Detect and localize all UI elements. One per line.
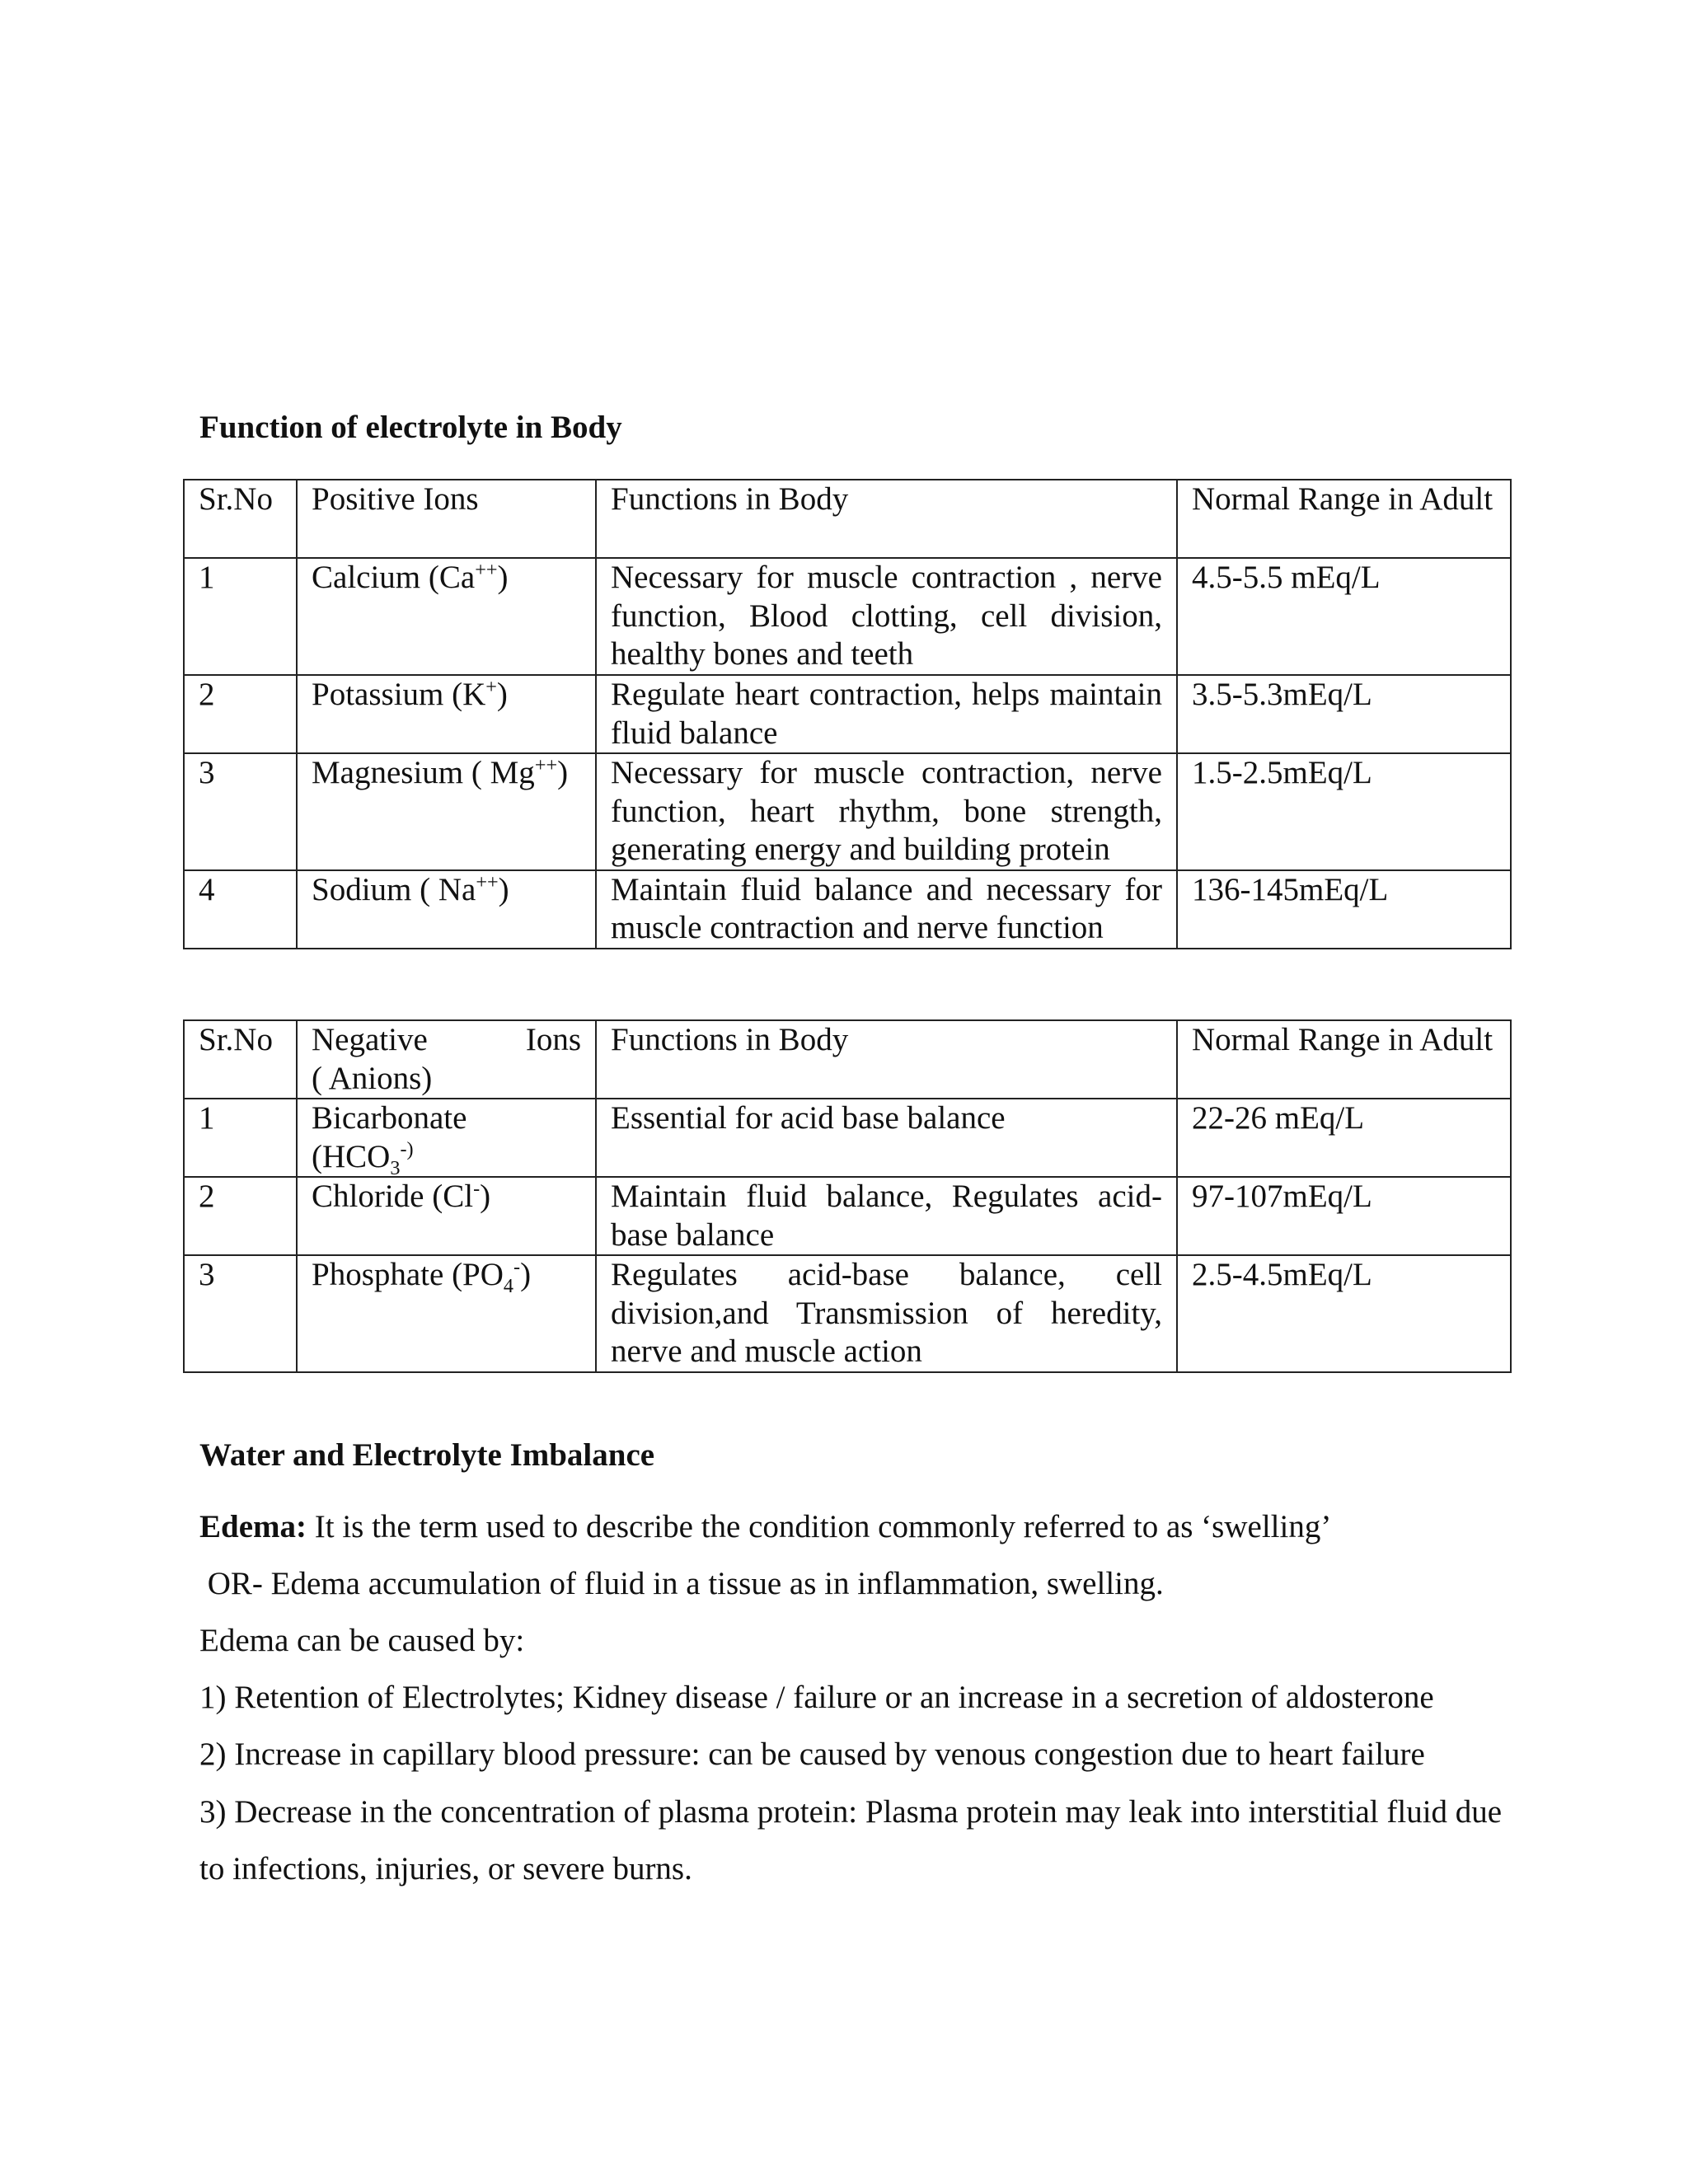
cell-range: 2.5-4.5mEq/L — [1177, 1255, 1511, 1372]
cell-srno: 3 — [184, 753, 297, 870]
table-row — [184, 558, 1511, 675]
table-row — [184, 753, 1511, 870]
edema-definition: Edema: It is the term used to describe the condition commonly referred to as ‘swelling’ — [199, 1509, 1332, 1544]
positive-ions-table — [183, 479, 1512, 949]
cell-srno: 4 — [184, 870, 297, 949]
cell-range: 1.5-2.5mEq/L — [1177, 753, 1511, 870]
cell-range: 3.5-5.3mEq/L — [1177, 675, 1511, 753]
cell-functions: Necessary for muscle contraction , nerve function, Blood clotting, cell division, healthy bones and teeth — [596, 558, 1177, 675]
table-row — [184, 870, 1511, 949]
cell-srno: 1 — [184, 1099, 297, 1177]
cell-range: 136-145mEq/L — [1177, 870, 1511, 949]
cell-ion: Sodium ( Na++) — [297, 870, 596, 949]
table-row — [184, 1255, 1511, 1372]
cell-functions: Essential for acid base balance — [596, 1099, 1177, 1177]
section-title-electrolyte-function: Function of electrolyte in Body — [199, 410, 622, 445]
edema-caused-by: Edema can be caused by: — [199, 1623, 525, 1658]
table-header-row — [184, 480, 1511, 558]
cell-functions: Necessary for muscle contraction, nerve function, heart rhythm, bone strength, generating energy and building protein — [596, 753, 1177, 870]
cell-functions: Regulates acid-base balance, cell division,and Transmission of heredity, nerve and muscle action — [596, 1255, 1177, 1372]
cause-item: 2) Increase in capillary blood pressure: can be caused by venous congestion due to heart failure — [199, 1736, 1425, 1772]
header-negative-ions: Negative Ions ( Anions) — [297, 1020, 596, 1099]
cell-ion: Potassium (K+) — [297, 675, 596, 753]
cell-srno: 2 — [184, 675, 297, 753]
cell-ion: Bicarbonate ($HCO_3^{-)}$ — [297, 1099, 596, 1177]
table-row — [184, 675, 1511, 753]
section-title-imbalance: Water and Electrolyte Imbalance — [199, 1437, 655, 1473]
cell-srno: 3 — [184, 1255, 297, 1372]
negative-ions-table — [183, 1019, 1512, 1373]
cell-range: 4.5-5.5 mEq/L — [1177, 558, 1511, 675]
table-row — [184, 1177, 1511, 1255]
cell-ion: Magnesium ( Mg++) — [297, 753, 596, 870]
cause-item: 3) Decrease in the concentration of plasma protein: Plasma protein may leak into interstitial fluid due to infections, injuries, or severe burns. — [199, 1794, 1503, 1886]
cell-ion: Calcium (Ca++) — [297, 558, 596, 675]
cell-functions: Maintain fluid balance, Regulates acid-base balance — [596, 1177, 1177, 1255]
table-header-row — [184, 1020, 1511, 1099]
table-row — [184, 1099, 1511, 1177]
cell-ion: Phosphate $(PO_4^-)$ — [297, 1255, 596, 1372]
cell-functions: Maintain fluid balance and necessary for muscle contraction and nerve function — [596, 870, 1177, 949]
cell-functions: Regulate heart contraction, helps maintain fluid balance — [596, 675, 1177, 753]
header-srno: Sr.No — [184, 480, 297, 558]
header-normal-range: Normal Range in Adult — [1177, 1020, 1511, 1099]
header-functions: Functions in Body — [596, 480, 1177, 558]
header-srno: Sr.No — [184, 1020, 297, 1099]
cell-ion: Chloride (Cl-) — [297, 1177, 596, 1255]
edema-label: Edema: — [199, 1509, 307, 1544]
cell-range: 22-26 mEq/L — [1177, 1099, 1511, 1177]
header-functions: Functions in Body — [596, 1020, 1177, 1099]
cell-srno: 1 — [184, 558, 297, 675]
cause-item: 1) Retention of Electrolytes; Kidney disease / failure or an increase in a secretion of aldosterone — [199, 1680, 1434, 1715]
cell-srno: 2 — [184, 1177, 297, 1255]
header-positive-ions: Positive Ions — [297, 480, 596, 558]
cell-range: 97-107mEq/L — [1177, 1177, 1511, 1255]
edema-or-line: OR- Edema accumulation of fluid in a tissue as in inflammation, swelling. — [199, 1566, 1164, 1601]
header-normal-range: Normal Range in Adult — [1177, 480, 1511, 558]
